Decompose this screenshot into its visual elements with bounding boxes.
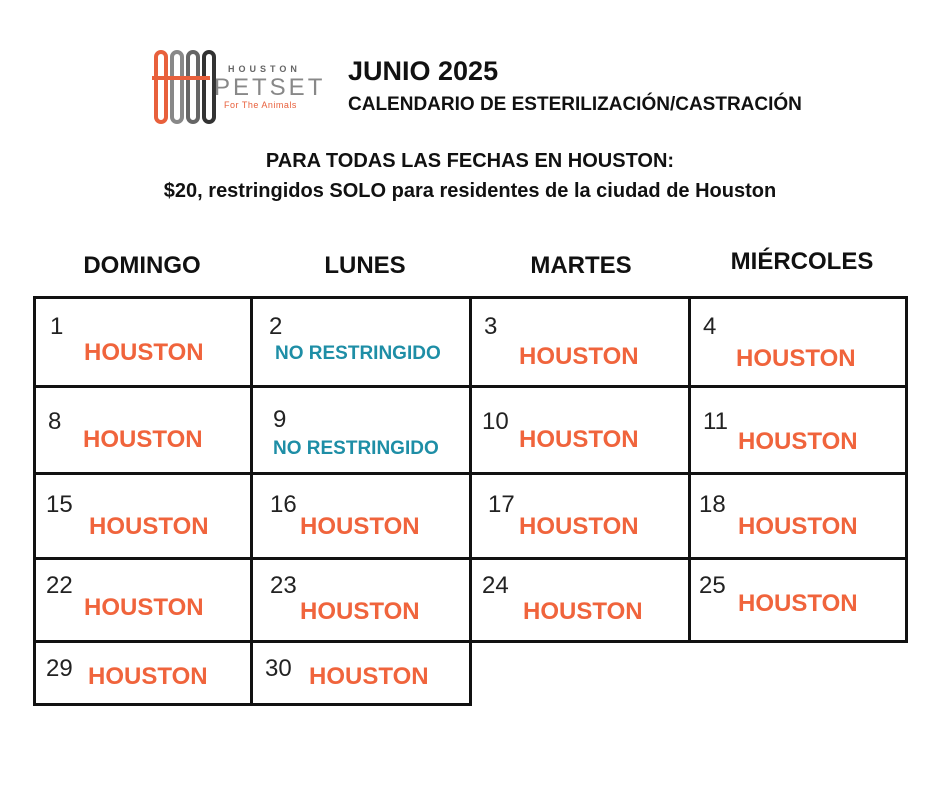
day-number: 11	[703, 408, 728, 435]
day-number: 4	[703, 313, 717, 340]
day-header-sunday: DOMINGO	[83, 252, 201, 279]
day-number: 17	[488, 491, 515, 518]
day-header-wednesday: MIÉRCOLES	[730, 248, 874, 275]
calendar-cell	[33, 296, 253, 388]
location-label: HOUSTON	[736, 345, 856, 372]
page-subtitle: CALENDARIO DE ESTERILIZACIÓN/CASTRACIÓN	[348, 94, 802, 115]
day-number: 24	[482, 572, 509, 599]
calendar-cell	[469, 472, 691, 560]
calendar-cell	[250, 296, 472, 388]
day-number: 8	[48, 408, 62, 435]
location-label: HOUSTON	[88, 663, 208, 690]
calendar-cell	[688, 472, 908, 560]
day-number: 3	[484, 313, 498, 340]
day-number: 25	[699, 572, 726, 599]
location-label: HOUSTON	[83, 426, 203, 453]
location-label: HOUSTON	[300, 513, 420, 540]
location-label: NO RESTRINGIDO	[275, 343, 441, 364]
calendar-cell	[469, 557, 691, 643]
location-label: HOUSTON	[519, 343, 639, 370]
calendar-cell	[250, 640, 472, 706]
logo-sub-text: For The Animals	[224, 100, 297, 110]
location-label: HOUSTON	[519, 513, 639, 540]
calendar-cell	[469, 385, 691, 475]
pricing-note-line2: $20, restringidos SOLO para residentes de la ciudad de Houston	[163, 180, 777, 202]
location-label: HOUSTON	[738, 590, 858, 617]
pricing-note-line1: PARA TODAS LAS FECHAS EN HOUSTON:	[265, 150, 675, 172]
location-label: NO RESTRINGIDO	[273, 438, 439, 459]
location-label: HOUSTON	[519, 426, 639, 453]
calendar-cell	[250, 557, 472, 643]
day-number: 9	[273, 406, 287, 433]
day-number: 30	[265, 655, 292, 682]
day-header-tuesday: MARTES	[530, 252, 632, 279]
calendar-cell	[33, 472, 253, 560]
day-number: 22	[46, 572, 73, 599]
day-number: 23	[270, 572, 297, 599]
calendar-cell	[250, 472, 472, 560]
location-label: HOUSTON	[309, 663, 429, 690]
day-header-monday: LUNES	[324, 252, 406, 279]
location-label: HOUSTON	[84, 594, 204, 621]
calendar-cell	[688, 385, 908, 475]
location-label: HOUSTON	[738, 428, 858, 455]
day-number: 15	[46, 491, 73, 518]
calendar-cell	[33, 385, 253, 475]
calendar-cell	[250, 385, 472, 475]
logo-brand-text: PETSET	[214, 74, 326, 101]
logo-mark-icon	[150, 48, 220, 128]
calendar-cell	[688, 296, 908, 388]
day-number: 16	[270, 491, 297, 518]
logo-top-text: HOUSTON	[228, 64, 301, 74]
day-number: 10	[482, 408, 509, 435]
day-number: 1	[50, 313, 64, 340]
location-label: HOUSTON	[84, 339, 204, 366]
location-label: HOUSTON	[523, 598, 643, 625]
location-label: HOUSTON	[738, 513, 858, 540]
day-number: 2	[269, 313, 283, 340]
calendar-cell	[33, 557, 253, 643]
location-label: HOUSTON	[300, 598, 420, 625]
calendar-cell	[688, 557, 908, 643]
logo	[150, 48, 340, 128]
day-number: 29	[46, 655, 73, 682]
page-title: JUNIO 2025	[348, 56, 499, 86]
calendar-cell	[469, 296, 691, 388]
location-label: HOUSTON	[89, 513, 209, 540]
day-number: 18	[699, 491, 726, 518]
calendar-cell	[33, 640, 253, 706]
